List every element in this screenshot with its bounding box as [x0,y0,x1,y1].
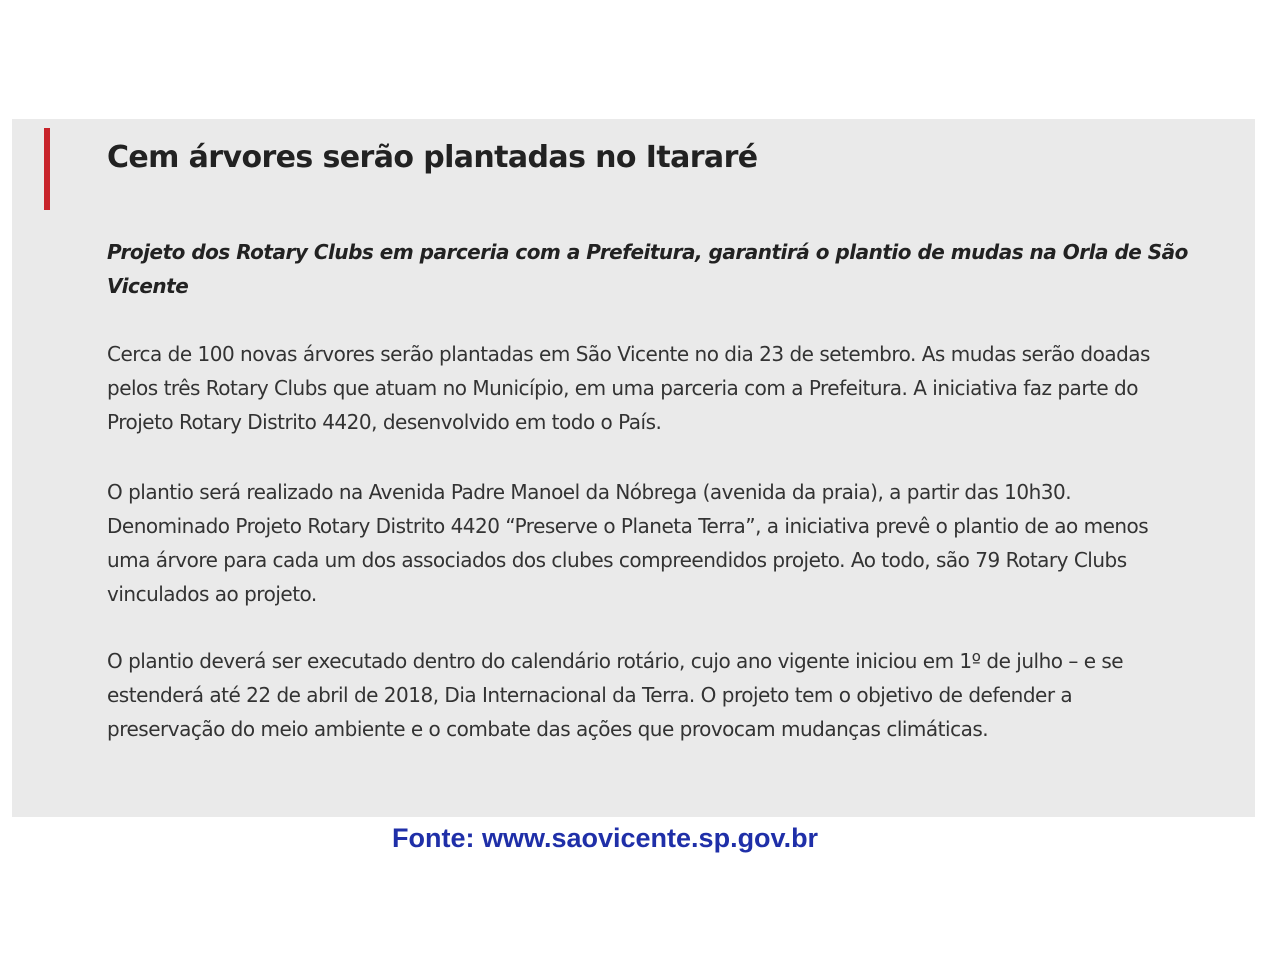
paragraph-line: pelos três Rotary Clubs que atuam no Município, em uma parceria com a Prefeitura. A iniciativa faz parte do [107,376,1138,400]
paragraph-3 [107,644,1242,746]
subtitle-line: Projeto dos Rotary Clubs em parceria com a Prefeitura, garantirá o plantio de mudas na Orla de São [107,240,1188,264]
paragraph-1 [107,337,1242,439]
source-credit: Fonte: www.saovicente.sp.gov.br [392,823,819,853]
paragraph-line: O plantio será realizado na Avenida Padre Manoel da Nóbrega (avenida da praia), a partir das 10h30. [107,480,1072,504]
paragraph-line: O plantio deverá ser executado dentro do calendário rotário, cujo ano vigente iniciou em 1º de julho – e se [107,649,1124,673]
paragraph-line: preservação do meio ambiente e o combate das ações que provocam mudanças climáticas. [107,717,989,741]
paragraph-line: Cerca de 100 novas árvores serão plantadas em São Vicente no dia 23 de setembro. As mudas serão doadas [107,342,1150,366]
article-title: Cem árvores serão plantadas no Itararé [107,140,758,175]
paragraph-line: vinculados ao projeto. [107,582,317,606]
article-subtitle [107,235,1232,303]
accent-bar [44,128,50,210]
paragraph-line: uma árvore para cada um dos associados dos clubes compreendidos projeto. Ao todo, são 79 Rotary Clubs [107,548,1127,572]
paragraph-line: estenderá até 22 de abril de 2018, Dia Internacional da Terra. O projeto tem o objetivo de defender a [107,683,1073,707]
paragraph-line: Projeto Rotary Distrito 4420, desenvolvido em todo o País. [107,410,662,434]
paragraph-2 [107,475,1242,611]
subtitle-line: Vicente [107,274,189,298]
paragraph-line: Denominado Projeto Rotary Distrito 4420 “Preserve o Planeta Terra”, a iniciativa prevê o plantio de ao menos [107,514,1149,538]
